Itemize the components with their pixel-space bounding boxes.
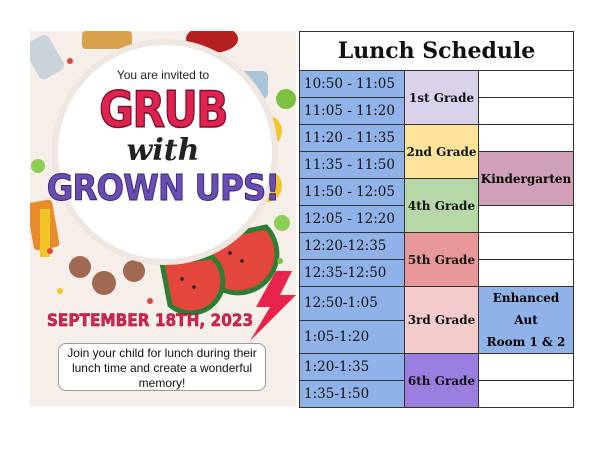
title-grub: GRUB <box>99 81 227 139</box>
invitation-flyer <box>30 31 296 407</box>
title-grown-ups: GROWN UPS! <box>46 168 280 209</box>
time-slot: 1:05-1:20 <box>300 320 405 354</box>
time-slot: 12:35-12:50 <box>300 260 405 287</box>
empty-cell <box>479 98 574 125</box>
empty-cell <box>479 125 574 152</box>
kindergarten-cell: Kindergarten <box>479 152 574 206</box>
empty-cell <box>479 206 574 233</box>
empty-cell <box>479 354 574 381</box>
time-slot: 12:20-12:35 <box>300 233 405 260</box>
grade-3rd: 3rd Grade <box>405 287 479 354</box>
enhanced-aut-cell <box>479 287 574 354</box>
time-slot: 1:20-1:35 <box>300 354 405 381</box>
schedule-table <box>299 31 574 408</box>
time-slot: 10:50 - 11:05 <box>300 71 405 98</box>
time-slot: 11:20 - 11:35 <box>300 125 405 152</box>
enhanced-aut-line2: Room 1 & 2 <box>486 335 566 349</box>
invite-text: You are invited to <box>116 68 210 82</box>
time-slot: 11:50 - 12:05 <box>300 179 405 206</box>
time-slot: 11:05 - 11:20 <box>300 98 405 125</box>
schedule-title: Lunch Schedule <box>300 32 574 71</box>
grade-5th: 5th Grade <box>405 233 479 287</box>
title-with: with <box>126 133 200 168</box>
empty-cell <box>479 260 574 287</box>
time-slot: 11:35 - 11:50 <box>300 152 405 179</box>
empty-cell <box>479 381 574 408</box>
event-date: SEPTEMBER 18TH, 2023 <box>46 311 254 331</box>
time-slot: 1:35-1:50 <box>300 381 405 408</box>
invitation-note: Join your child for lunch during their lunch time and create a wonderful memory! <box>58 343 266 391</box>
grade-1st: 1st Grade <box>405 71 479 125</box>
time-slot: 12:05 - 12:20 <box>300 206 405 233</box>
empty-cell <box>479 71 574 98</box>
enhanced-aut-line1: Enhanced Aut <box>492 291 560 327</box>
time-slot: 12:50-1:05 <box>300 287 405 321</box>
grade-4th: 4th Grade <box>405 179 479 233</box>
grade-6th: 6th Grade <box>405 354 479 408</box>
lunch-schedule <box>299 31 573 400</box>
grade-2nd: 2nd Grade <box>405 125 479 179</box>
empty-cell <box>479 233 574 260</box>
